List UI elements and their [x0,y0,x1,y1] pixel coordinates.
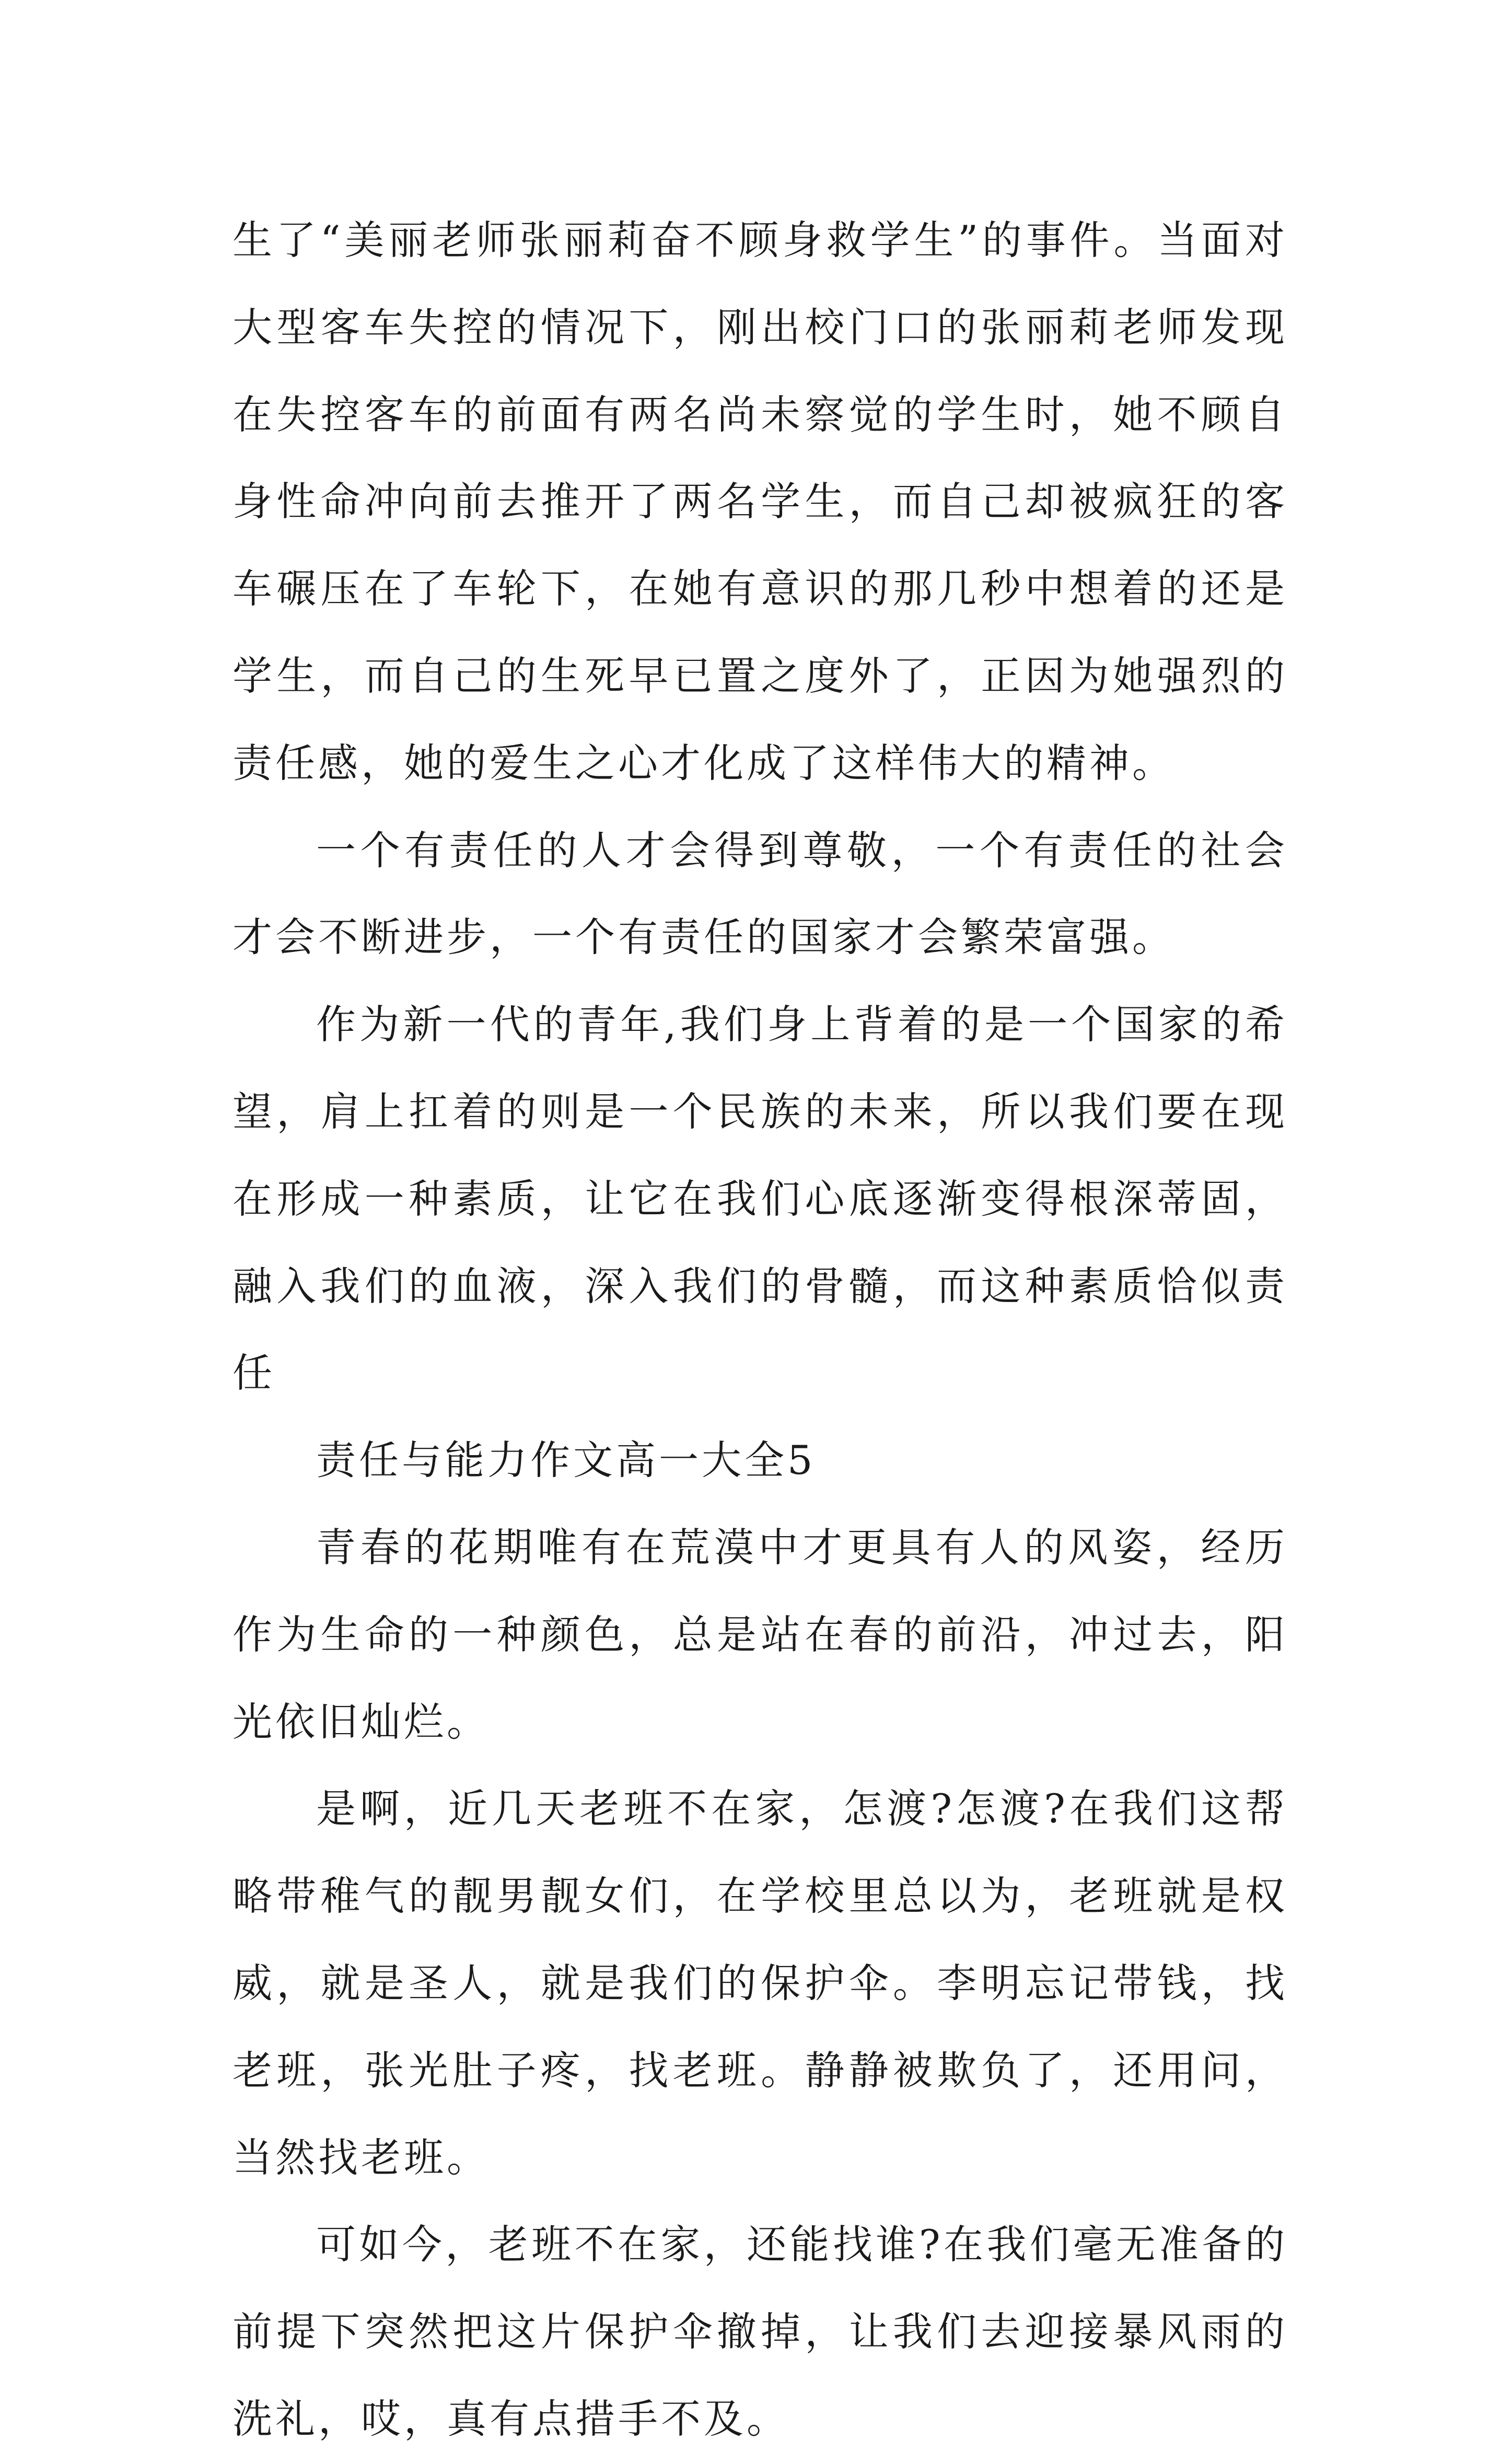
paragraph-4: 青春的花期唯有在荒漠中才更具有人的风姿，经历作为生命的一种颜色，总是站在春的前沿，冲过去，阳光依旧灿烂。 [232,1524,1288,1745]
paragraph-1: 生了“美丽老师张丽莉奋不顾身救学生”的事件。当面对大型客车失控的情况下，刚出校门口的张丽莉老师发现在失控客车的前面有两名尚未察觉的学生时，她不顾自身性命冲向前去推开了两名学生，而自己却被疯狂的客车碾压在了车轮下，在她有意识的那几秒中想着的还是学生，而自己的生死早已置之度外了，正因为她强烈的责任感，她的爱生之心才化成了这样伟大的精神。 [232,217,1288,786]
paragraph-2: 一个有责任的人才会得到尊敬，一个有责任的社会才会不断进步，一个有责任的国家才会繁荣富强。 [232,827,1288,961]
document-body [232,197,1288,2463]
section-heading: 责任与能力作文高一大全5 [316,1437,816,1484]
paragraph-5: 是啊，近几天老班不在家，怎渡?怎渡?在我们这帮略带稚气的靓男靓女们，在学校里总以为，老班就是权威，就是圣人，就是我们的保护伞。李明忘记带钱，找老班，张光肚子疼，找老班。静静被欺负了，还用问，当然找老班。 [232,1785,1288,2181]
paragraph-6: 可如今，老班不在家，还能找谁?在我们毫无准备的前提下突然把这片保护伞撤掉，让我们去迎接暴风雨的洗礼，哎，真有点措手不及。 [232,2221,1288,2442]
paragraph-3: 作为新一代的青年,我们身上背着的是一个国家的希望，肩上扛着的则是一个民族的未来，所以我们要在现在形成一种素质，让它在我们心底逐渐变得根深蒂固，融入我们的血液，深入我们的骨髓，而这种素质恰似责任 [232,1001,1288,1397]
